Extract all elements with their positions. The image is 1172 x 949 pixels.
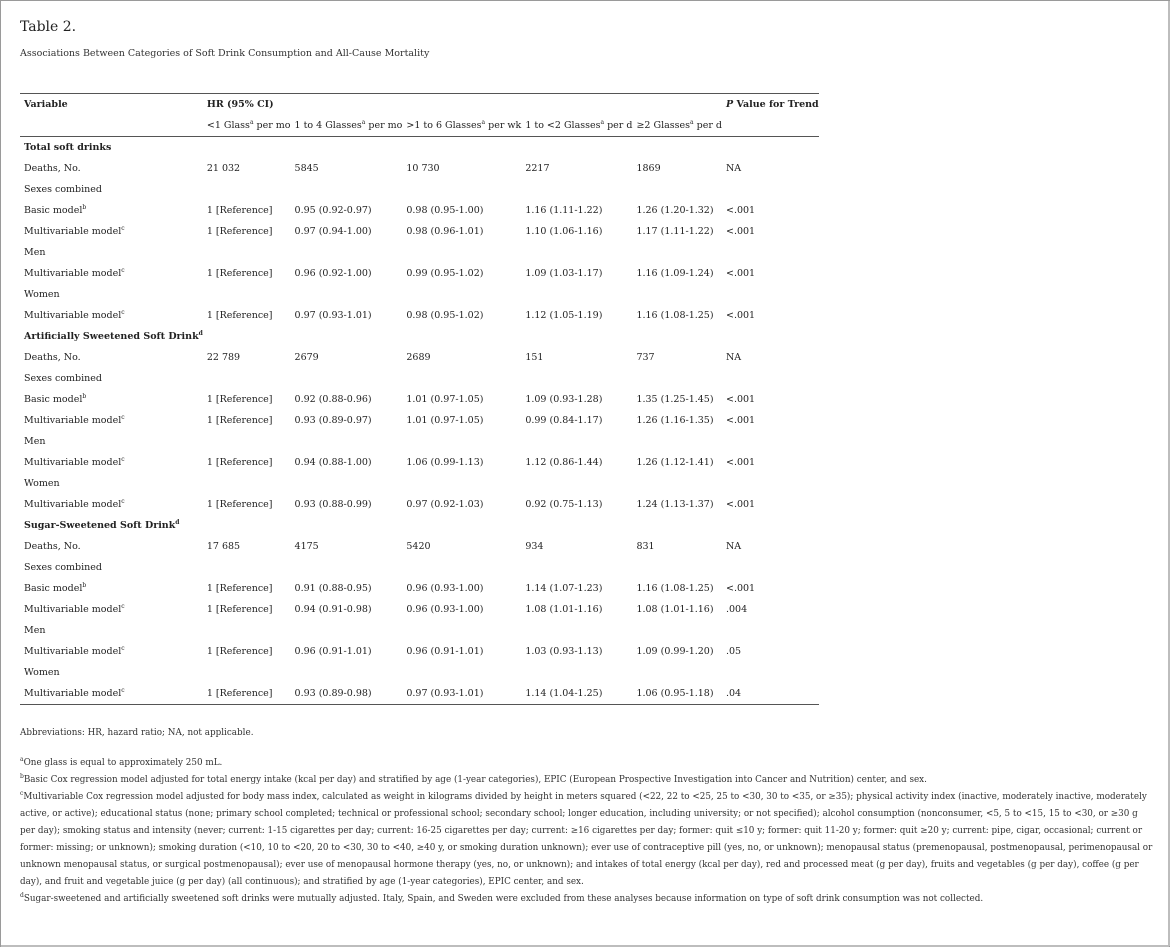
table-cell: .05 [725,646,742,657]
table-cell: 1.26 (1.12-1.41) [636,457,714,468]
hr-header: HR (95% CI) [206,99,274,110]
table-cell: 4175 [294,541,319,552]
table-cell: 1.06 (0.99-1.13) [406,457,484,468]
table-cell: 1 [Reference] [206,499,273,510]
footnote-mark: c [121,644,125,652]
table-cell: 2689 [406,352,431,363]
row-label: Multivariable model$^c$ [24,413,125,426]
table-row [20,410,819,431]
frame-shadow-right [1168,1,1170,946]
table-cell: 737 [636,352,655,363]
footnote-mark: b [82,392,87,400]
footnote: $^b$Basic Cox regression model adjusted for total energy intake (kcal per day) and stratified by age (1-year categories), EPIC (European Prospective Investigation into Cancer and Nutrition) center, and sex. [20,773,927,785]
row-label: Multivariable model$^c$ [24,224,125,237]
table-cell: 151 [525,352,544,363]
footnote-mark: c [121,686,125,694]
table-cell: 1.26 (1.20-1.32) [636,205,714,216]
table-cell: <.001 [725,226,756,237]
table-cell: 10 730 [406,163,440,174]
table-row [20,452,819,473]
table-cell: 0.97 (0.94-1.00) [294,226,372,237]
row-label: Multivariable model$^c$ [24,497,125,510]
footnote-mark: a [20,756,24,764]
row-label: Multivariable model$^c$ [24,602,125,615]
table-cell: 0.93 (0.89-0.97) [294,415,372,426]
row-label: Multivariable model$^c$ [24,308,125,321]
footnote-mark: c [121,497,125,505]
group-row [20,473,819,494]
table-cell: <.001 [725,415,756,426]
table-cell: 1.06 (0.95-1.18) [636,688,714,699]
table-row [20,347,819,368]
table-cell: 1 [Reference] [206,583,273,594]
footnote-mark: c [121,602,125,610]
table-cell: 831 [636,541,655,552]
table-row [20,158,819,179]
row-label: Men [24,247,46,258]
table-cell: NA [725,163,742,174]
table-cell: 1.16 (1.08-1.25) [636,583,714,594]
footnote-mark: c [121,413,125,421]
table-cell: 1 [Reference] [206,268,273,279]
table-row [20,641,819,662]
table-footnotes [20,725,1155,908]
header-row [20,94,819,116]
row-label: Sexes combined [24,562,102,573]
table-cell: 1.26 (1.16-1.35) [636,415,714,426]
row-label: Multivariable model$^c$ [24,455,125,468]
section-row [20,326,819,347]
table-cell: 1.09 (0.93-1.28) [525,394,603,405]
group-row [20,284,819,305]
row-label: Women [24,478,60,489]
table-cell: 0.94 (0.91-0.98) [294,604,372,615]
table-cell: 1 [Reference] [206,457,273,468]
table-cell: 0.94 (0.88-1.00) [294,457,372,468]
table-cell: 0.95 (0.92-0.97) [294,205,372,216]
row-label: Deaths, No. [24,352,81,363]
table-cell: 1.08 (1.01-1.16) [525,604,603,615]
table-cell: 1.10 (1.06-1.16) [525,226,603,237]
variable-header: Variable [24,99,68,110]
table-cell: 21 032 [206,163,241,174]
table-cell: 1.16 (1.08-1.25) [636,310,714,321]
group-row [20,242,819,263]
table-cell: 0.96 (0.91-1.01) [406,646,484,657]
table-cell: 1.09 (0.99-1.20) [636,646,714,657]
table-cell: 1 [Reference] [206,394,273,405]
col-header: 1 to 4 Glasses$^a$ per mo [294,118,403,131]
row-label: Artificially Sweetened Soft Drink$^d$ [24,329,203,342]
table-cell: 1.24 (1.13-1.37) [636,499,714,510]
table-cell: 0.96 (0.91-1.01) [294,646,372,657]
table-cell: 0.98 (0.95-1.00) [406,205,484,216]
table-cell: 0.97 (0.92-1.03) [406,499,484,510]
footnote: $^a$One glass is equal to approximately 250 mL. [20,756,223,768]
row-label: Women [24,289,60,300]
p-italic: P [725,99,734,110]
table-cell: <.001 [725,583,756,594]
table-cell: .004 [725,604,748,615]
footnote-mark: c [121,455,125,463]
table-cell: 0.99 (0.84-1.17) [525,415,603,426]
table-cell: 0.99 (0.95-1.02) [406,268,484,279]
row-label: Sexes combined [24,373,102,384]
frame-shadow-bottom [1,945,1169,947]
table-cell: 0.92 (0.75-1.13) [525,499,603,510]
col-header: ≥2 Glasses$^a$ per d [636,118,722,131]
group-row [20,179,819,200]
table-cell: <.001 [725,310,756,321]
table-cell: <.001 [725,205,756,216]
table-cell: <.001 [725,394,756,405]
row-label: Men [24,436,46,447]
table-cell: 1.35 (1.25-1.45) [636,394,714,405]
p-trend-header [722,94,819,116]
table-cell: 0.98 (0.96-1.01) [406,226,484,237]
table-cell: 0.98 (0.95-1.02) [406,310,484,321]
row-label: Multivariable model$^c$ [24,686,125,699]
table-cell: 1.16 (1.11-1.22) [525,205,603,216]
footnote-mark: c [121,266,125,274]
table-row [20,536,819,557]
row-label: Total soft drinks [24,142,112,153]
row-label: Men [24,625,46,636]
row-label: Sugar-Sweetened Soft Drink$^d$ [24,518,180,531]
group-row [20,557,819,578]
table-cell: 0.96 (0.93-1.00) [406,604,484,615]
table-cell: 0.97 (0.93-1.01) [294,310,372,321]
table-cell: 22 789 [206,352,241,363]
table-cell: <.001 [725,499,756,510]
table-cell: 2217 [525,163,550,174]
table-cell: <.001 [725,268,756,279]
table-row [20,599,819,620]
p-rest: Value for Trend [733,99,819,110]
footnote-mark: b [82,581,87,589]
table-cell: 1.16 (1.09-1.24) [636,268,714,279]
footnote-mark: d [20,892,24,900]
table-row [20,494,819,515]
row-label: Basic model$^b$ [24,392,87,405]
table-cell: 0.96 (0.93-1.00) [406,583,484,594]
row-label: Deaths, No. [24,163,81,174]
table-cell: 1 [Reference] [206,310,273,321]
group-row [20,368,819,389]
table-cell: 1.09 (1.03-1.17) [525,268,603,279]
row-label: Basic model$^b$ [24,581,87,594]
footnote-mark: d [175,518,180,526]
table-cell: 5420 [406,541,431,552]
footnote-mark: d [198,329,203,337]
table-cell: NA [725,352,742,363]
table-cell: 1.12 (0.86-1.44) [525,457,603,468]
section-row [20,515,819,536]
table-row [20,263,819,284]
footnote-mark: c [121,224,125,232]
table-cell: 1.01 (0.97-1.05) [406,394,484,405]
table-cell: 5845 [294,163,319,174]
table-cell: 0.92 (0.88-0.96) [294,394,372,405]
group-row [20,620,819,641]
table-cell: 0.93 (0.89-0.98) [294,688,372,699]
footnote-mark: b [20,773,24,781]
table-cell: 1 [Reference] [206,415,273,426]
table-cell: 0.91 (0.88-0.95) [294,583,372,594]
table-cell: 2679 [294,352,319,363]
subheader-row [20,115,819,137]
footnote-mark: c [121,308,125,316]
table-cell: 1.17 (1.11-1.22) [636,226,714,237]
table-cell: NA [725,541,742,552]
row-label: Sexes combined [24,184,102,195]
table-cell: 1 [Reference] [206,226,273,237]
table-row [20,578,819,599]
footnote-mark: c [20,790,24,798]
table-cell: 1 [Reference] [206,205,273,216]
footnote: $^c$Multivariable Cox regression model adjusted for body mass index, calculated as weight in kilograms divided by height in meters squared (<22, 22 to <25, 25 to <30, 30 to <35, or ≥35); physical activity index (inactive, moderately inactive, moderately active, or active); educational status (none; primary school completed; technical or professional school; secondary school; longer education, including university; or not specified); alcohol consumption (nonconsumer, <5, 5 to <15, 15 to <30, or ≥30 g per day); smoking status and intensity (never; current: 1-15 cigarettes per day; current: 16-25 cigarettes per day; current: ≥16 cigarettes per day; former: quit ≤10 y; former: quit 11-20 y; former: quit ≥20 y; current: pipe, cigar, occasional; current or former: missing; or unknown); smoking duration (<10, 10 to <20, 20 to <30, 30 to <40, ≥40 y, or smoking duration unknown); ever use of contraceptive pill (yes, no, or unknown); menopausal status (premenopausal, postmenopausal, perimenopausal or unknown menopausal status, or surgical postmenopausal); ever use of menopausal hormone therapy (yes, no, or unknown); and intakes of total energy (kcal per day), red and processed meat (g per day), fruits and vegetables (g per day), coffee (g per day), and fruit and vegetable juice (g per day) (all continuous); and stratified by age (1-year categories), EPIC center, and sex. [20,790,1153,887]
table-cell: 1 [Reference] [206,646,273,657]
footnote-mark: b [82,203,87,211]
table-cell: <.001 [725,457,756,468]
table-cell: 17 685 [206,541,241,552]
row-label: Women [24,667,60,678]
table-caption: Associations Between Categories of Soft Drink Consumption and All-Cause Mortality [20,48,430,59]
table-row [20,305,819,326]
table-row [20,389,819,410]
table-cell: 1 [Reference] [206,604,273,615]
col-header: 1 to <2 Glasses$^a$ per d [525,118,633,131]
table-cell: 1.01 (0.97-1.05) [406,415,484,426]
row-label: Multivariable model$^c$ [24,644,125,657]
group-row [20,431,819,452]
table-row [20,200,819,221]
results-table [20,93,819,705]
col-header: >1 to 6 Glasses$^a$ per wk [406,118,522,131]
table-row [20,221,819,242]
table-cell: 934 [525,541,544,552]
col-header: <1 Glass$^a$ per mo [206,118,291,131]
table-cell: 1 [Reference] [206,688,273,699]
table-row [20,683,819,705]
group-row [20,662,819,683]
row-label: Multivariable model$^c$ [24,266,125,279]
table-cell: 1.03 (0.93-1.13) [525,646,603,657]
table-cell: 1.12 (1.05-1.19) [525,310,603,321]
table-cell: 0.97 (0.93-1.01) [406,688,484,699]
table-title: Table 2. [20,19,77,35]
table-cell: 1.14 (1.07-1.23) [525,583,603,594]
table-cell: 0.93 (0.88-0.99) [294,499,372,510]
section-row [20,137,819,159]
table-cell: 1.08 (1.01-1.16) [636,604,714,615]
abbreviations-note: Abbreviations: HR, hazard ratio; NA, not applicable. [20,728,254,738]
footnote-list [20,755,1155,908]
table-cell: 1.14 (1.04-1.25) [525,688,603,699]
footnote: $^d$Sugar-sweetened and artificially sweetened soft drinks were mutually adjusted. Italy, Spain, and Sweden were excluded from these analyses because information on type of soft drink consumption was not collected. [20,892,984,904]
table-body [20,137,819,705]
row-label: Basic model$^b$ [24,203,87,216]
table-cell: 1869 [636,163,661,174]
table-cell: .04 [725,688,742,699]
row-label: Deaths, No. [24,541,81,552]
table-cell: 0.96 (0.92-1.00) [294,268,372,279]
